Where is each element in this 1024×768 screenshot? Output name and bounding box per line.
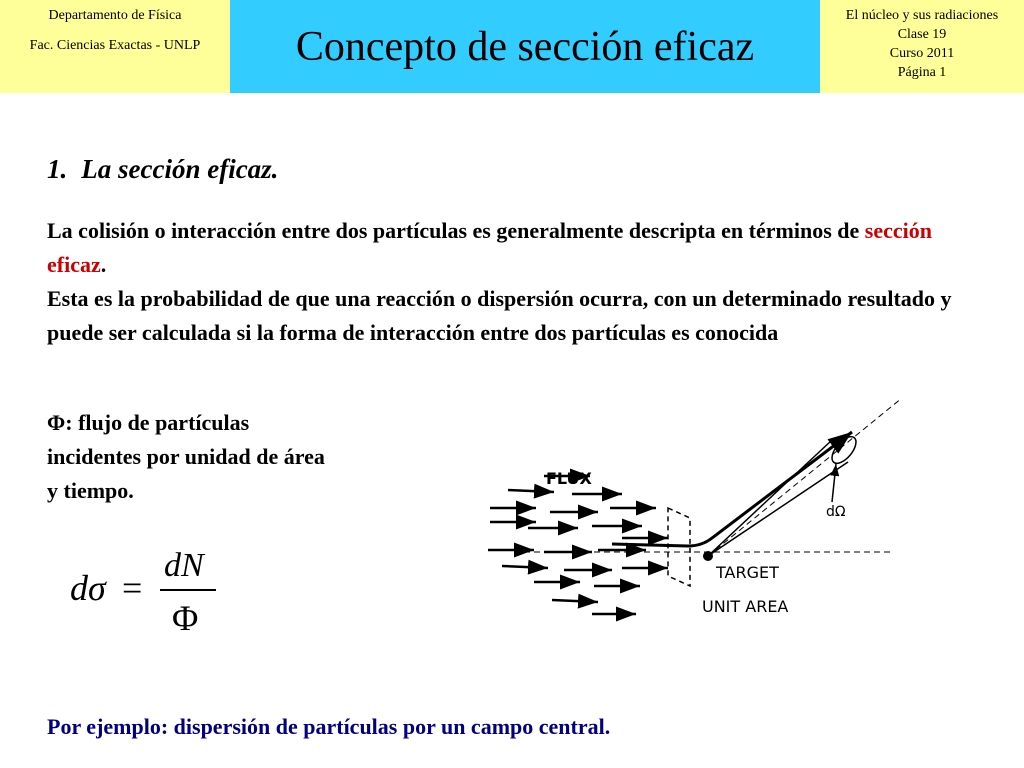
formula-equals: = [122, 568, 143, 608]
department-label: Departamento de Física [48, 8, 182, 23]
header-left-panel [0, 0, 230, 93]
target-nucleus [703, 551, 713, 561]
scattering-direction [708, 398, 900, 556]
course-name: El núcleo y sus radiaciones [845, 8, 999, 23]
paragraph-period: . [100, 252, 107, 277]
flux-label: FLUX [546, 469, 592, 488]
flux-definition [47, 406, 327, 508]
intro-paragraph [47, 214, 987, 350]
header-right-panel [820, 0, 1024, 93]
flux-symbol: Φ [47, 410, 66, 435]
formula-denominator: Φ [172, 598, 199, 638]
unit-area-label: UNIT AREA [702, 597, 789, 616]
formula-numerator: dN [164, 547, 204, 584]
target-label: TARGET [716, 563, 779, 582]
course-year: Curso 2011 [889, 46, 955, 61]
faculty-label: Fac. Ciencias Exactas - UNLP [29, 38, 201, 53]
cone-edge-upper [708, 440, 832, 556]
scattered-trajectory [612, 432, 852, 546]
solid-angle-label: dΩ [826, 504, 846, 520]
solid-angle-pointer [832, 464, 836, 502]
section-title: La sección eficaz. [81, 154, 279, 184]
formula-lhs: dσ [70, 568, 106, 608]
example-text: Por ejemplo: dispersión de partículas por un campo central. [47, 714, 611, 739]
class-number: Clase 19 [897, 27, 947, 42]
section-heading [47, 154, 278, 185]
cross-section-formula [60, 540, 260, 640]
flux-definition-text: : flujo de partículas incidentes por unidad de área y tiempo. [47, 410, 325, 503]
highlighted-term: sección eficaz [47, 218, 932, 277]
page-title: Concepto de sección eficaz [295, 24, 755, 70]
scattering-diagram [432, 372, 900, 640]
page-number: Página 1 [897, 65, 947, 80]
paragraph-text-1: La colisión o interacción entre dos partículas es generalmente descripta en términos de [47, 218, 865, 243]
header-title-panel [230, 0, 820, 93]
paragraph-text-2: Esta es la probabilidad de que una reacción o dispersión ocurra, con un determinado resultado y puede ser calculada si la forma de interacción entre dos partículas es conocida [47, 286, 952, 345]
section-number: 1. [47, 154, 68, 184]
